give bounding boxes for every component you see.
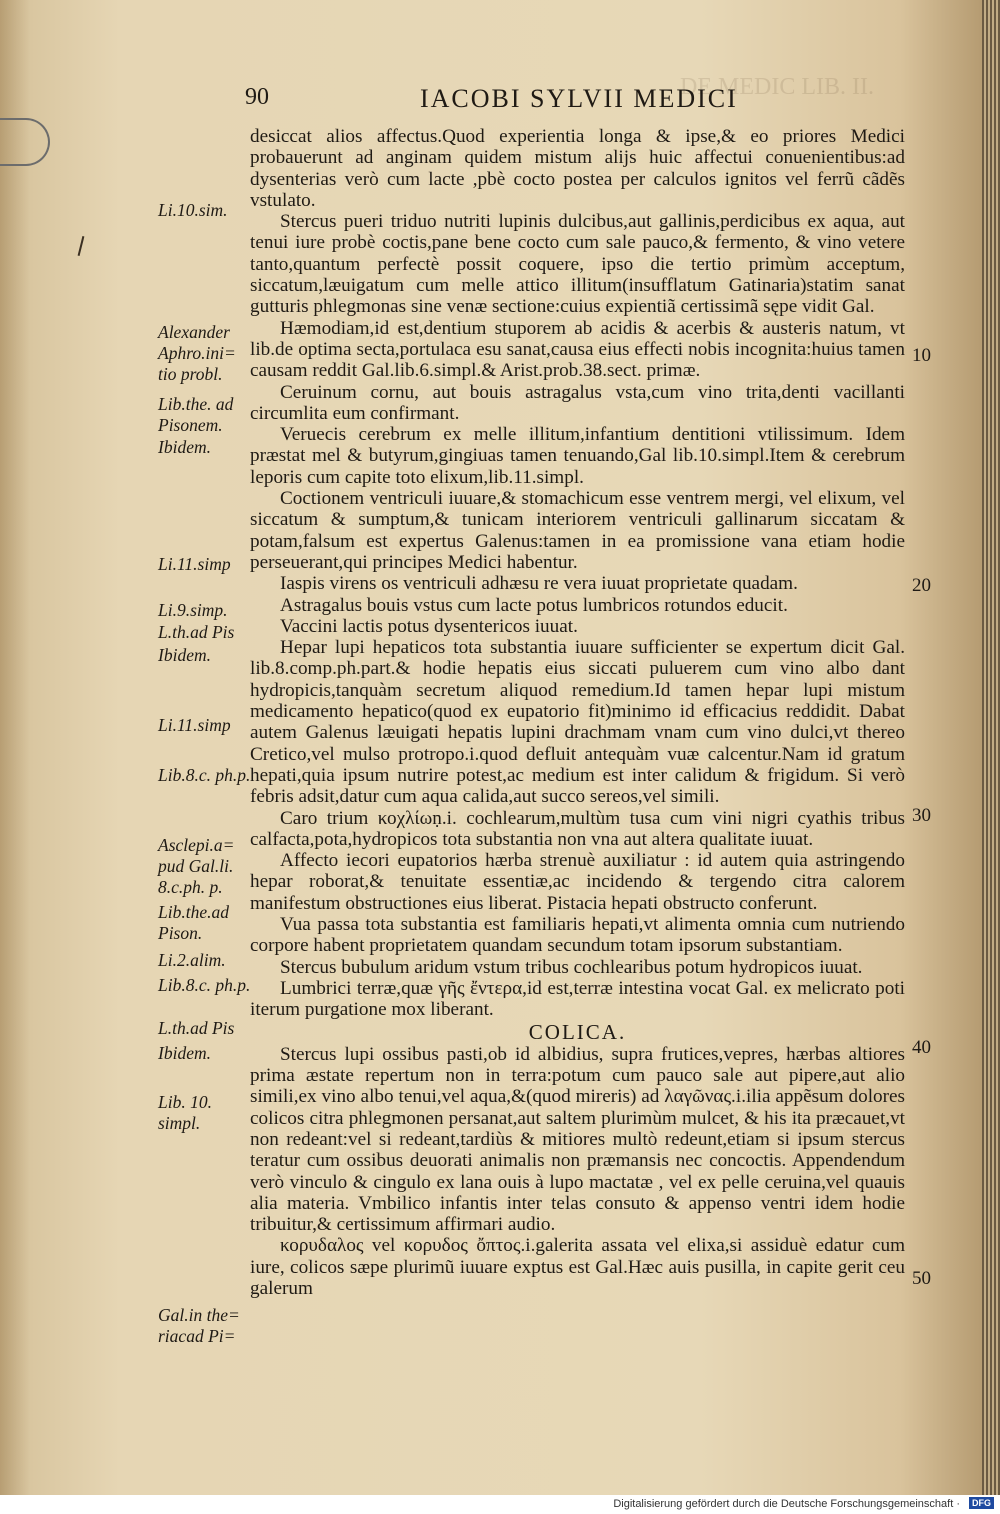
paragraph: Vaccini lactis potus dysentericos iuuat.: [280, 615, 578, 637]
margin-note: Lib.the.ad Pison.: [158, 902, 229, 943]
main-text: [250, 126, 905, 1299]
margin-note: L.th.ad Pis: [158, 622, 235, 642]
margin-note: Ibidem.: [158, 437, 211, 457]
line-number: 10: [912, 345, 931, 366]
margin-note: Asclepi.a= pud Gal.li. 8.c.ph. p.: [158, 835, 235, 897]
footer-credit: Digitalisierung gefördert durch die Deutsche Forschungsgemeinschaft ·: [613, 1498, 960, 1510]
section-heading: COLICA.: [528, 1020, 627, 1045]
margin-note: Li.9.simp.: [158, 600, 228, 620]
margin-note: Li.10.sim.: [158, 200, 228, 220]
margin-note: Li.11.simp: [158, 715, 231, 735]
paragraph: Lumbrici terræ,quæ γῆς ἔντερα,id est,terræ intestina vocat Gal. ex melicrato poti iterum purgatione mox liberant.: [250, 977, 905, 1021]
line-number: 40: [912, 1037, 931, 1058]
margin-note: Lib.8.c. ph.p.: [158, 975, 251, 995]
dfg-logo: DFG: [969, 1497, 994, 1509]
margin-note: L.th.ad Pis: [158, 1018, 235, 1038]
footer-bar: [0, 1495, 1000, 1514]
line-number: 20: [912, 575, 931, 596]
margin-note: Lib. 10. simpl.: [158, 1092, 212, 1133]
margin-note: Lib.8.c. ph.p.: [158, 765, 251, 785]
margin-note: Li.2.alim.: [158, 950, 226, 970]
paragraph: Affecto iecori eupatorios hærba strenuè auxiliatur : id autem quia astringendo hepar roborat,& tenuitate essentiæ,ac incidendo & tergendo citra calorem manifestum obstructiones eius liberat. Pistacia hepati obstructo conferunt.: [250, 850, 905, 914]
fore-edge: [982, 0, 1000, 1495]
paragraph: Iaspis virens os ventriculi adhæsu re vera iuuat proprietate quadam.: [280, 573, 798, 595]
margin-note: Ibidem.: [158, 645, 211, 665]
bleed-through-text: DE MEDIC LIB. II.: [680, 74, 874, 100]
paragraph: Ceruinum cornu, aut bouis astragalus vsta,cum vino trita,denti vacillanti circumlita eum confirmant.: [250, 381, 905, 424]
paragraph: Stercus pueri triduo nutriti lupinis dulcibus,aut gallinis,perdicibus ex aqua, aut tenui iure probè coctis,pane bene cocto cum sale pauco,& fermento, & vino vetere tanto,quantum perfectè possit coquere, ipso die tertio primùm acceptum, siccatum,læuigatum cum melle attico illitum(insufflatum Gatinaria)statim sanat gutturis phlegmonas sine venæ sectione:cuius expientiã certissimã sępe vidit Gal.: [250, 211, 905, 318]
page-number: 90: [245, 84, 269, 110]
paragraph: Stercus bubulum aridum vstum tribus cochlearibus potum hydropicos iuuat.: [280, 956, 863, 978]
running-head: [245, 84, 940, 116]
margin-note: Li.11.simp: [158, 554, 231, 574]
ink-mark: [78, 236, 85, 256]
paragraph: Astragalus bouis vstus cum lacte potus lumbricos rotundos educit.: [280, 594, 788, 616]
paragraph: κορυδαλος vel κορυδος ὄπτος.i.galerita assata vel elixa,si assiduè edatur cum iure, colicos sæpe plurimũ iuuare exptus est Gal.Hæc auis pusilla, in capite gerit ceu galerum: [250, 1235, 905, 1300]
margin-note: Ibidem.: [158, 1043, 211, 1063]
margin-note: Gal.in the= riacad Pi=: [158, 1305, 240, 1346]
running-title: IACOBI SYLVII MEDICI: [420, 84, 738, 113]
margin-note: Alexander Aphro.ini= tio probl.: [158, 322, 236, 384]
paragraph: Caro trium κοχλίωṇ.i. cochlearum,multùm tusa cum vini nigri cyathis tribus calfacta,pota,hydropicos tota substantia non vna aut altera qualitate iuuat.: [250, 807, 905, 850]
paragraph: Hepar lupi hepaticos tota substantia iuuare sufficienter se expertum dicit Gal. lib.8.comp.ph.part.& hodie hepatis eius siccati puluerem cum vino albo dant hydropicis,tanquàm secretum aliquod remedium.Id tamen hepar lupi mistum medicamento hepatico(quod ex eupatorio fit)minimo id efficacius reddidit. Dabat autem Galenus læuigati hepatis lupini drachmam vnam cum vino dulci,vt thereo Cretico,vel mulso protropo.i.quod defluit antequàm vuæ calcentur.Nam id gratum hepati,quia ipsum nutrire potest,ac medium est inter calidum & frigidum. Si verò febris adsit,datur cum aqua calida,aut succo sereos,vel simili.: [250, 637, 905, 808]
paragraph: Veruecis cerebrum ex melle illitum,infantium dentitioni vtilissimum. Idem præstat mel & butyrum,gingiuas tamen tenuando,Gal lib.10.simpl.Item & cerebrum leporis cum capite toto elixum,lib.11.simpl.: [250, 424, 905, 488]
paragraph: Hæmodiam,id est,dentium stuporem ab acidis & acerbis & austeris natum, vt lib.de optima secta,portulaca esu sanat,causa eius effecti nobis incognita:huius tamen causam reddit Gal.lib.6.simpl.& Arist.prob.38.sect. primæ.: [250, 317, 905, 382]
line-number: 50: [912, 1268, 931, 1289]
paragraph: Stercus lupi ossibus pasti,ob id albidius, supra frutices,vepres, hærbas altiores prima æstate repertum non in terra:potum cum pauco sale aut pipere,aut alio simili,ex vino albo tenui,vel aqua,&(quod mireris) ad λαγῶνας.i.ilia appẽsum dolores colicos citra phlegmonen persanat,aut saltem plurimùm mulcet, & his ita præcauet,vt non redeant:vel si redeant,tardiùs & mitiores multò redeunt,etiam si ipsum stercus teratur cum ossibus deuorati animalis non præmansis nec concoctis. Appendendum verò vinculo & cingulo ex lana ouis à lupo mactatæ , vel ex pelle ceruina,vel quauis alia materia. Vmbilico infantis inter telas consuto & appenso ventri idem hodie tribuitur,& certissimum affirmari audio.: [250, 1043, 905, 1236]
line-number: 30: [912, 805, 931, 826]
paragraph: Coctionem ventriculi iuuare,& stomachicum esse ventrem mergi, vel elixum, vel siccatum & sumptum,& tunicam interiorem ventriculi gallinarum siccatam & potam,falsum est expertus Galenus:tamen in ea promissione vana etiam hodie perseuerant,qui principes Medici habentur.: [250, 488, 905, 573]
margin-note: Lib.the. ad Pisonem.: [158, 394, 234, 435]
paragraph: Vua passa tota substantia est familiaris hepati,vt alimenta omnia cum nutriendo corpore habent proprietatem quandam secundum totam ipsorum substantiam.: [250, 913, 905, 957]
paragraph: desiccat alios affectus.Quod experientia longa & ipse,& eo priores Medici probauerunt ad anginam quidem mistum alijs huic affectui conuenientibus:ad dysenterias verò cum lacte ,pbè cocto postea per calculos ignitos vel ferrũ cãdẽs vstulato.: [250, 126, 905, 211]
page-clip: [0, 118, 50, 166]
